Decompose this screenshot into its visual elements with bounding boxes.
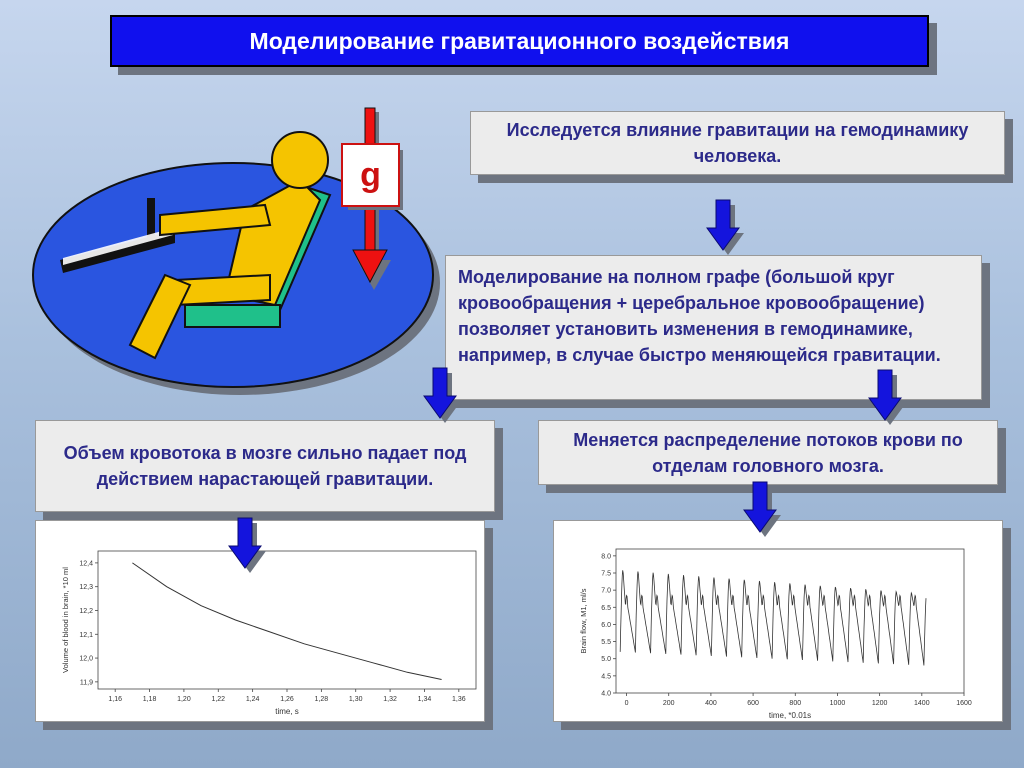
chart1-x-tick-label: 1,30 <box>348 696 363 703</box>
text-box-flow-distribution: Меняется распределение потоков крови по отделам головного мозга. <box>538 420 998 485</box>
gravity-label: g <box>341 143 400 207</box>
chart2-y-tick-label: 7.5 <box>601 570 611 578</box>
chart2-x-tick-label: 1600 <box>956 700 972 707</box>
chart1-x-tick-label: 1,18 <box>142 696 157 703</box>
chart1-x-tick-label: 1,32 <box>383 696 397 703</box>
figure-head <box>272 132 328 188</box>
chart2-y-tick-label: 5.0 <box>601 656 611 664</box>
chart1-y-tick-label: 12,2 <box>79 607 93 615</box>
chart1-y-tick-label: 11,9 <box>79 679 93 687</box>
text-box-blood-volume: Объем кровотока в мозге сильно падает под действием нарастающей гравитации. <box>35 420 495 512</box>
chart1-y-axis-label: Volume of blood in brain, *10 ml <box>61 567 70 673</box>
chart2-x-tick-label: 1200 <box>871 700 888 707</box>
chart1-x-tick-label: 1,16 <box>108 696 122 703</box>
chart2-y-tick-label: 6.0 <box>601 621 611 629</box>
seat-base <box>185 305 280 327</box>
chart1-y-tick-label: 12,3 <box>79 584 93 592</box>
chart-blood-volume-svg <box>36 521 484 721</box>
chart2-x-tick-label: 400 <box>705 700 717 707</box>
chart2-x-axis-label: time, *0.01s <box>768 711 812 720</box>
chart1-x-tick-label: 1,20 <box>177 696 191 703</box>
chart1-x-tick-label: 1,28 <box>314 696 329 703</box>
chart2-frame <box>616 549 964 693</box>
down-arrow-1 <box>707 200 744 255</box>
chart1-frame <box>98 551 476 689</box>
chart2-y-tick-label: 4.5 <box>601 673 611 681</box>
chart-brain-flow <box>553 520 1003 722</box>
chart2-y-tick-label: 7.0 <box>601 587 611 595</box>
text-box-research: Исследуется влияние гравитации на гемодинамику человека. <box>470 111 1005 175</box>
chart2-x-tick-label: 1000 <box>829 700 846 707</box>
chart2-x-tick-label: 600 <box>747 700 759 707</box>
figure-thigh <box>175 275 270 305</box>
text-box-modeling: Моделирование на полном графе (большой круг кровообращения + церебральное кровообращение) позволяет установить изменения в гемодинамике, например, в случае быстро меняющейся гравитации. <box>445 255 982 400</box>
chart1-x-tick-label: 1,26 <box>280 696 294 703</box>
chart1-x-tick-label: 1,36 <box>452 696 466 703</box>
chart2-x-tick-label: 200 <box>662 700 675 707</box>
slide-title: Моделирование гравитационного воздействия <box>110 15 929 67</box>
chart1-x-tick-label: 1,24 <box>245 696 260 703</box>
chart1-x-axis-label: time, s <box>275 707 299 716</box>
chart2-y-axis-label: Brain flow, M1, ml/s <box>579 588 588 654</box>
chart2-y-tick-label: 4.0 <box>601 690 611 698</box>
chart2-x-tick-label: 1400 <box>914 700 930 707</box>
chart2-y-tick-label: 6.5 <box>601 604 611 612</box>
chart2-x-tick-label: 0 <box>624 700 629 707</box>
chart1-y-tick-label: 12,1 <box>79 631 93 639</box>
chart-blood-volume <box>35 520 485 722</box>
chart1-x-tick-label: 1,34 <box>417 696 432 703</box>
chart1-series-line <box>132 563 441 680</box>
chart2-y-tick-label: 5.5 <box>601 639 611 647</box>
chart1-y-tick-label: 12,4 <box>79 560 93 568</box>
chart2-x-tick-label: 800 <box>789 700 802 707</box>
chart2-series-line <box>620 570 926 665</box>
chart1-y-tick-label: 12,0 <box>79 655 93 663</box>
chart-brain-flow-svg <box>554 521 1002 721</box>
chart2-y-tick-label: 8.0 <box>601 553 611 561</box>
chart1-x-tick-label: 1,22 <box>211 696 226 703</box>
